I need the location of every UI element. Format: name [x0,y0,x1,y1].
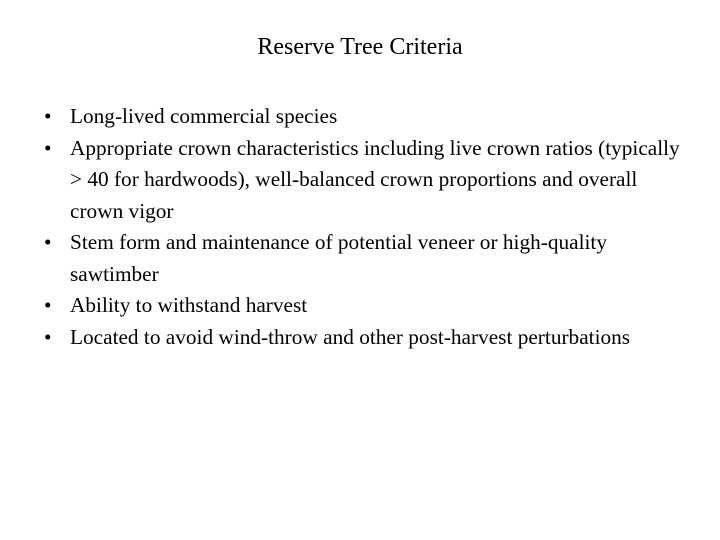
bullet-icon: • [44,104,52,128]
bullet-text: Ability to withstand harvest [70,293,308,317]
bullet-icon: • [44,135,52,160]
bullet-list [44,101,694,353]
bullet-icon: • [44,230,52,254]
bullet-item [44,101,694,133]
bullet-text: Stem form and maintenance of potential veneer or high-quality sawtimber [70,230,607,286]
bullet-item [44,290,694,322]
bullet-text: Located to avoid wind-throw and other post-harvest perturbations [70,324,631,349]
bullet-item [44,133,694,228]
bullet-item [44,227,694,290]
bullet-text: Appropriate crown characteristics including live crown ratios (typically > 40 for hardwoods), well-balanced crown proportions and overall crown vigor [70,135,680,223]
bullet-text: Long-lived commercial species [70,104,338,128]
bullet-item [44,322,694,354]
bullet-icon: • [44,324,52,349]
bullet-icon: • [44,293,52,317]
slide-title: Reserve Tree Criteria [257,34,463,60]
